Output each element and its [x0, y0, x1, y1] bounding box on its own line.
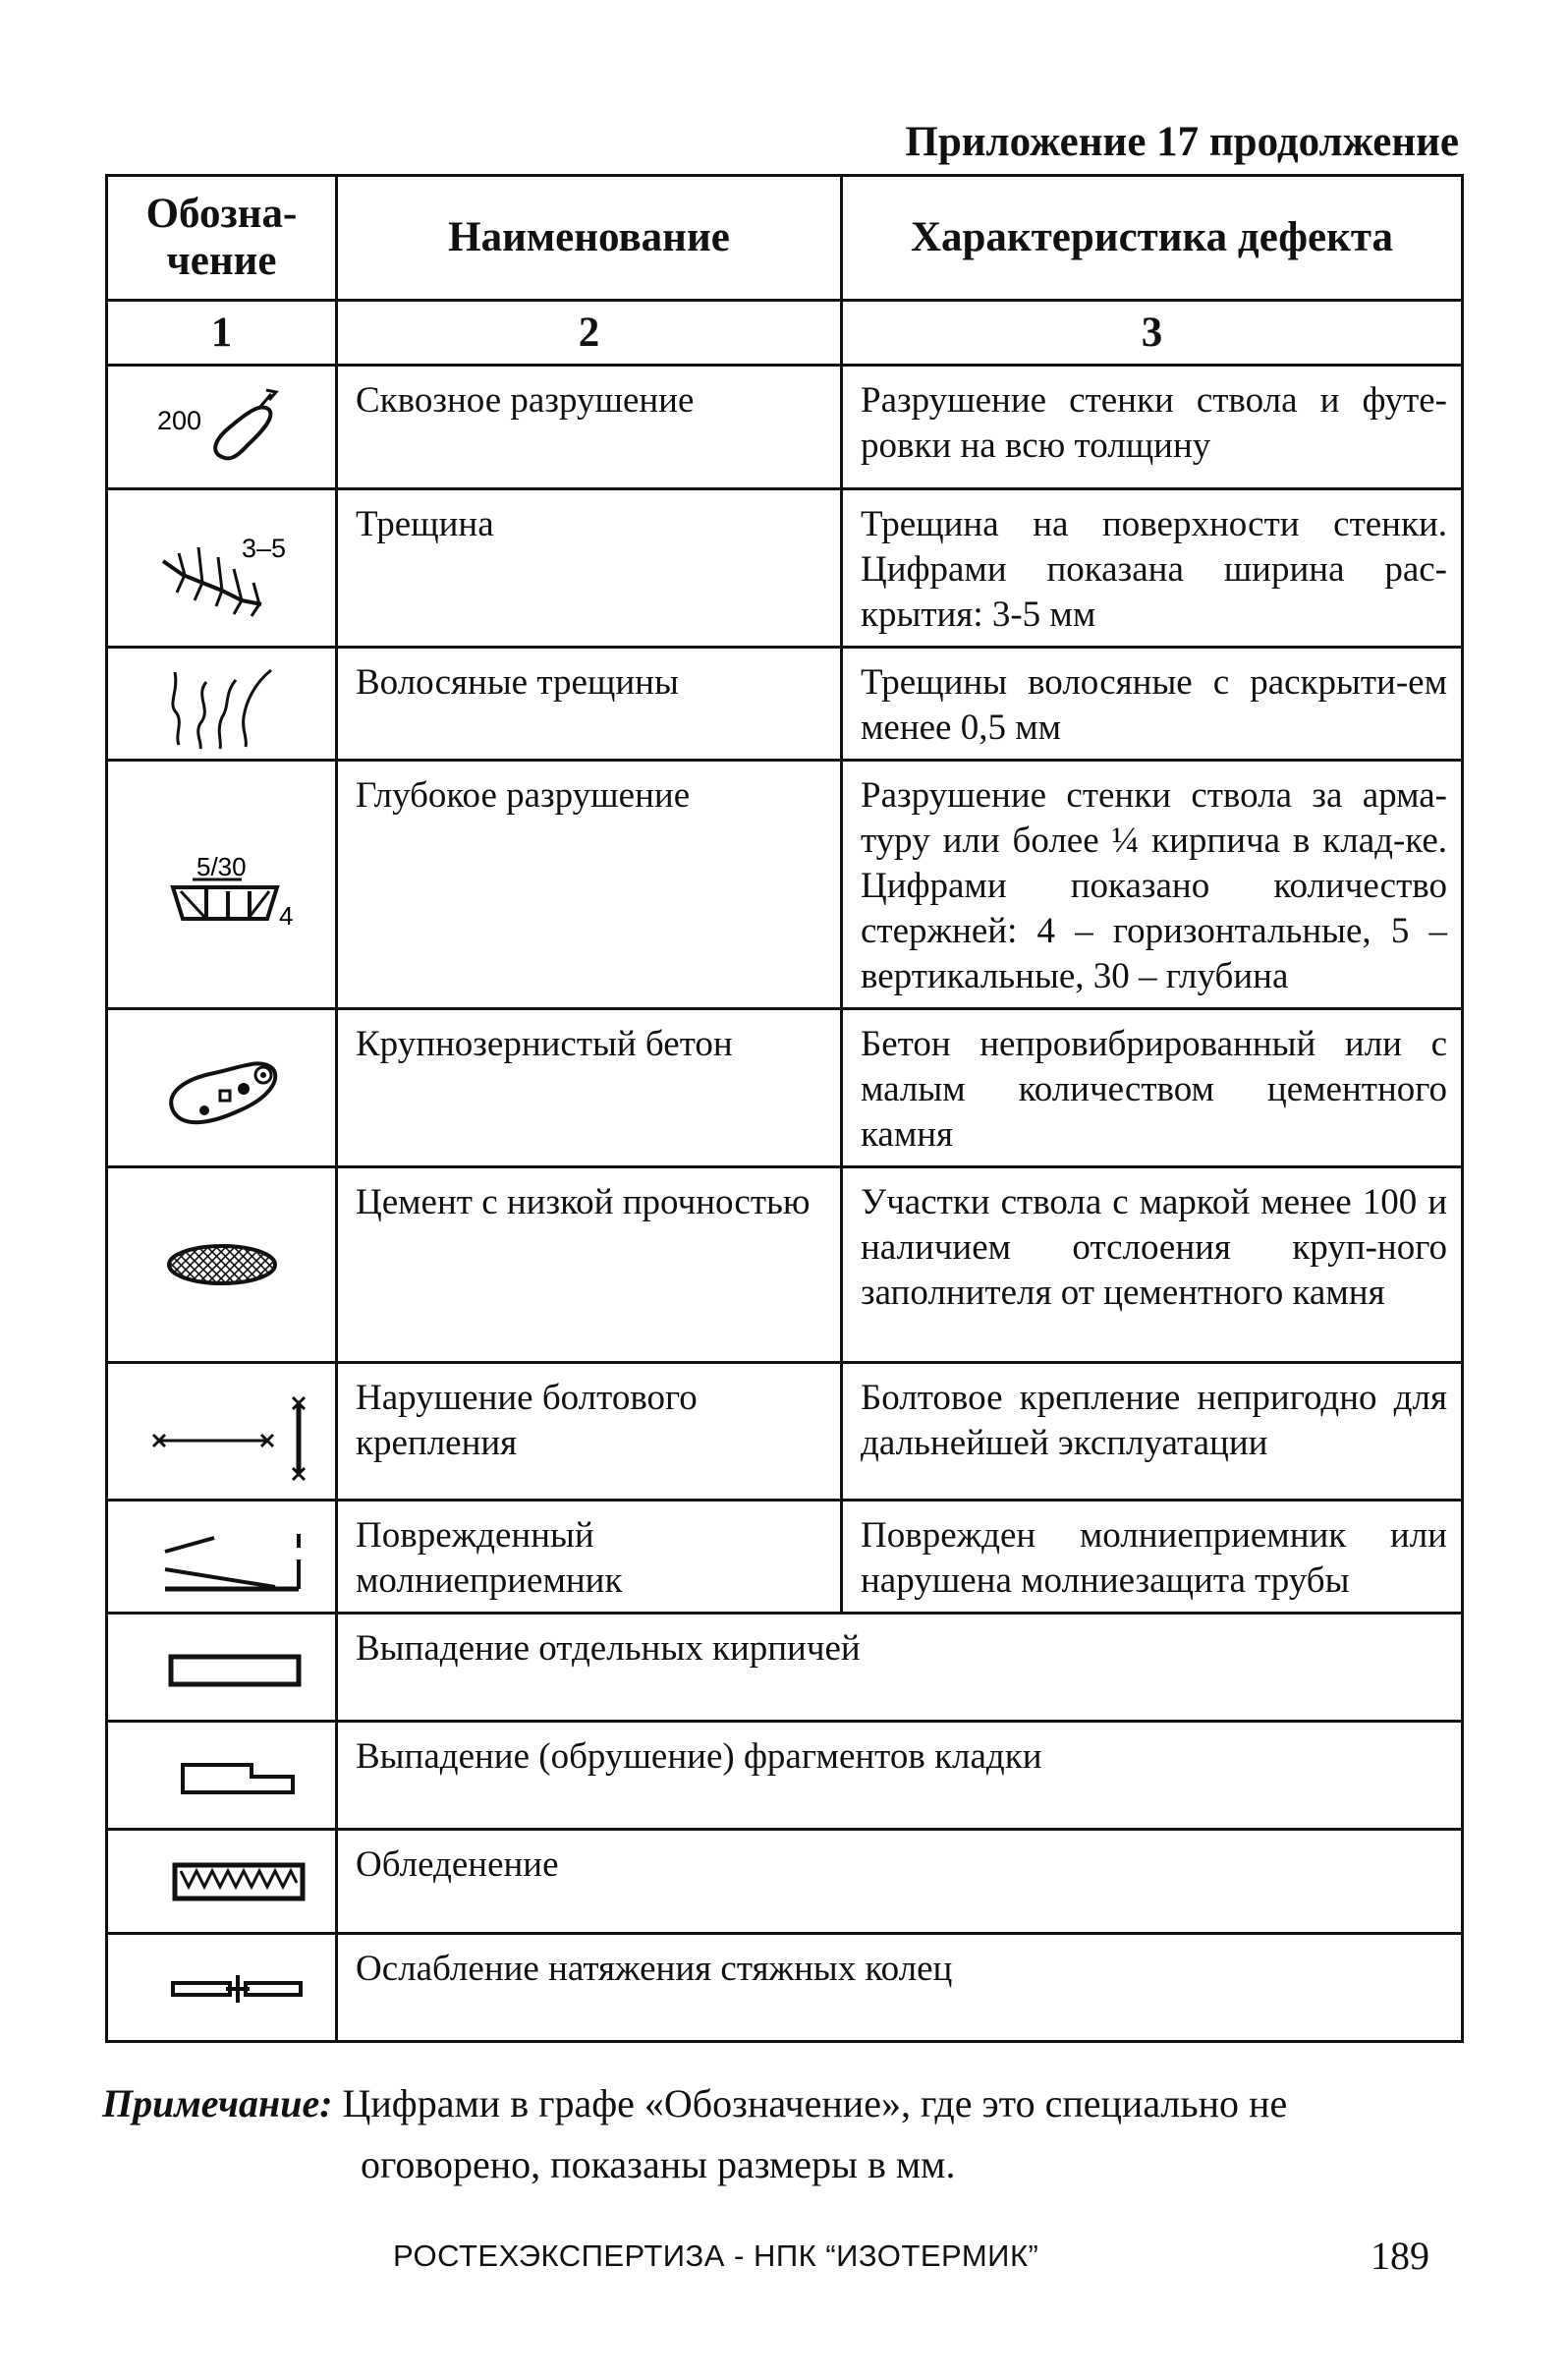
column-number-row: [107, 301, 1463, 366]
defect-name: Трещина: [337, 489, 842, 648]
masonry-collapse-icon: [124, 1741, 320, 1810]
table-row: [107, 489, 1463, 648]
defect-name: Глубокое разрушение: [337, 761, 842, 1009]
crack-icon: [124, 514, 320, 622]
defect-description: Трещины волосяные с раскрыти-ем менее 0,5 мм: [842, 648, 1463, 761]
svg-text:5/30: 5/30: [196, 852, 247, 881]
column-header-symbol: Обозна- чение: [107, 176, 337, 301]
symbol-cell: [107, 1009, 337, 1167]
table-row: [107, 1363, 1463, 1501]
symbol-cell: [107, 1167, 337, 1363]
column-number-3: 3: [842, 301, 1463, 366]
table-row: [107, 1830, 1463, 1934]
symbol-cell: [107, 1501, 337, 1614]
column-number-2: 2: [337, 301, 842, 366]
table-row: [107, 648, 1463, 761]
defects-legend-table: [105, 174, 1464, 2043]
svg-text:4: 4: [278, 901, 293, 931]
symbol-cell: [107, 366, 337, 489]
defect-name: Нарушение болтового крепления: [337, 1363, 842, 1501]
icing-icon: [124, 1847, 320, 1916]
defect-description: Трещина на поверхности стенки. Цифрами показана ширина рас-крытия: 3-5 мм: [842, 489, 1463, 648]
brick-fallout-icon: [124, 1633, 320, 1702]
table-row: [107, 1934, 1463, 2042]
column-header-characteristic: Характеристика дефекта: [842, 176, 1463, 301]
defect-description: Бетон непровибрированный или с малым количеством цементного камня: [842, 1009, 1463, 1167]
defect-description: Разрушение стенки ствола за арма-туру или более ¼ кирпича в клад-ке. Цифрами показано количество стержней: 4 – горизонтальные, 5 – вертикальные, 30 – глубина: [842, 761, 1463, 1009]
through-destruction-icon: [124, 378, 320, 477]
table-header-row: [107, 176, 1463, 301]
symbol-cell: [107, 1614, 337, 1722]
symbol-cell: [107, 1363, 337, 1501]
table-row: [107, 1167, 1463, 1363]
appendix-title: Приложение 17 продолжение: [905, 119, 1459, 165]
defect-name: Обледенение: [337, 1830, 1463, 1934]
page-number: 189: [1371, 2234, 1429, 2278]
defect-name: Выпадение отдельных кирпичей: [337, 1614, 1463, 1722]
coarse-concrete-icon: [124, 1034, 320, 1142]
symbol-cell: [107, 1934, 337, 2042]
defect-name: Поврежденный молниеприемник: [337, 1501, 842, 1614]
symbol-cell: [107, 761, 337, 1009]
defect-name: Волосяные трещины: [337, 648, 842, 761]
deep-destruction-icon: [124, 830, 320, 938]
defect-name: Сквозное разрушение: [337, 366, 842, 489]
defect-description: Участки ствола с маркой менее 100 и наличием отслоения круп-ного заполнителя от цементного камня: [842, 1167, 1463, 1363]
damaged-lightning-rod-icon: [124, 1512, 320, 1601]
defect-description: Поврежден молниеприемник или нарушена молниезащита трубы: [842, 1501, 1463, 1614]
symbol-cell: [107, 648, 337, 761]
defect-description: Болтовое крепление непригодно для дальнейшей эксплуатации: [842, 1363, 1463, 1501]
table-row: [107, 1722, 1463, 1830]
table-row: [107, 761, 1463, 1009]
table-row: [107, 1009, 1463, 1167]
footnote: [102, 2073, 1468, 2195]
footnote-label: Примечание:: [102, 2081, 333, 2125]
svg-text:3–5: 3–5: [241, 534, 286, 563]
footnote-line-1: Цифрами в графе «Обозначение», где это специально не: [342, 2081, 1288, 2125]
hairline-cracks-icon: [124, 654, 320, 753]
table-row: [107, 1614, 1463, 1722]
footnote-line-2: оговорено, показаны размеры в мм.: [361, 2142, 956, 2186]
defect-name: Крупнозернистый бетон: [337, 1009, 842, 1167]
defect-name: Цемент с низкой прочностью: [337, 1167, 842, 1363]
defect-name: Выпадение (обрушение) фрагментов кладки: [337, 1722, 1463, 1830]
defect-name: Ослабление натяжения стяжных колец: [337, 1934, 1463, 2042]
column-number-1: 1: [107, 301, 337, 366]
svg-text:200: 200: [156, 405, 201, 435]
symbol-cell: [107, 1830, 337, 1934]
publisher-footer: РОСТЕХЭКСПЕРТИЗА - НПК “ИЗОТЕРМИК”: [393, 2238, 1039, 2273]
defect-description: Разрушение стенки ствола и футе-ровки на всю толщину: [842, 366, 1463, 489]
table-row: [107, 1501, 1463, 1614]
bolt-violation-icon: [124, 1378, 320, 1486]
table-row: [107, 366, 1463, 489]
column-header-name: Наименование: [337, 176, 842, 301]
ring-tension-icon: [124, 1954, 320, 2022]
symbol-cell: [107, 489, 337, 648]
low-strength-cement-icon: [124, 1225, 320, 1304]
symbol-cell: [107, 1722, 337, 1830]
